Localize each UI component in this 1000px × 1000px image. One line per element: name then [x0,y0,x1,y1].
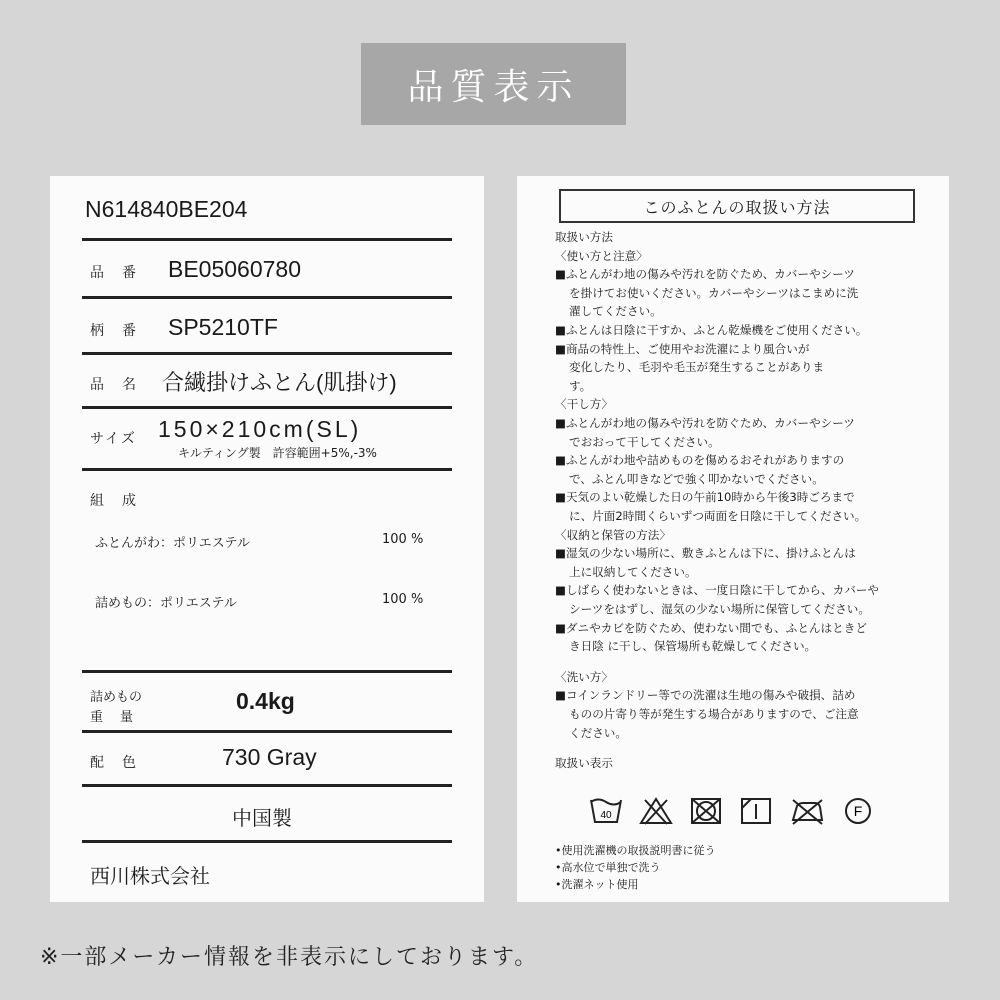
weight-label-line2: 重 量 [90,710,136,725]
composition-label: 組 成 [90,493,138,509]
page-title: 品質表示 [407,66,580,108]
product-name-label: 品 名 [90,377,138,393]
footnote: ※一部メーカー情報を非表示にしております。 [40,945,539,970]
country-of-origin: 中国製 [232,808,292,830]
care-notes [555,842,716,893]
size-value: 150×210cm(SL) [158,416,362,442]
divider [82,296,452,299]
care-line: 〈収納と保管の方法〉 [555,527,671,542]
care-line: シーツをはずし、湿気の少ない場所に保管してください。 [569,602,870,616]
wash-40-icon [589,796,623,826]
care-line: ください。 [569,725,627,740]
care-line: ■湿気の少ない場所に、敷きふとんは下に、掛けふとんは [555,546,856,561]
no-tumble-dry-icon [689,796,723,826]
care-line: で、ふとん叩きなどで強く叩かないでください。 [569,471,824,486]
pattern-number-label: 柄 番 [90,323,138,339]
care-line: 〈洗い方〉 [555,669,613,684]
size-note: キルティング製 許容範囲+5%,-3% [178,446,377,460]
shade-drip-dry-icon [739,796,773,826]
care-line: き日陰 に干し、保管場所も乾燥してください。 [569,639,817,654]
product-code: N614840BE204 [85,196,248,222]
divider [82,784,452,787]
care-line: ■ふとんは日陰に干すか、ふとん乾燥機をご使用ください。 [555,323,868,337]
quality-label-card [50,176,484,902]
weight-label-line1: 詰めもの [90,690,143,705]
no-bleach-icon [639,796,673,826]
divider [82,238,452,241]
care-line: 上に収納してください。 [569,564,697,579]
care-line: ■商品の特性上、ご使用やお洗濯により風合いが [555,341,810,356]
care-line: ■ふとんがわ地の傷みや汚れを防ぐため、カバーやシーツ [555,267,855,282]
page-title-badge [361,43,626,125]
item-number-label: 品 番 [90,265,138,281]
care-line: ■しばらく使わないときは、一度日陰に干してから、カバーや [555,583,879,598]
care-line: ■ダニやカビを防ぐため、使わない間でも、ふとんはときど [555,620,867,635]
dryclean-letter: F [853,803,863,819]
composition-shell-pct: 100 % [382,532,424,547]
divider [82,670,452,673]
care-line: を掛けてお使いください。カバーやシーツはこまめに洗 [569,285,859,300]
care-line: 〈干し方〉 [555,397,613,412]
care-note: •洗濯ネット使用 [555,878,639,891]
size-label: サイズ [90,431,137,447]
care-note: •使用洗濯機の取扱説明書に従う [555,844,716,857]
divider [82,730,452,733]
no-iron-icon [789,796,825,826]
care-instructions-card [517,176,949,902]
color-label: 配 色 [90,755,138,771]
composition-shell: ふとんがわ：ポリエステル [95,536,250,551]
divider [82,840,452,843]
composition-filling-pct: 100 % [382,592,424,607]
care-title [559,189,915,223]
divider [82,352,452,355]
care-title-text: このふとんの取扱い方法 [643,197,831,217]
care-line: でおおって干してください。 [569,434,720,449]
care-note: •高水位で単独で洗う [555,861,661,874]
divider [82,468,452,471]
composition-filling: 詰めもの：ポリエステル [95,596,237,611]
care-symbols [589,796,875,826]
pattern-number-value: SP5210TF [168,314,278,340]
care-line: ■コインランドリー等での洗濯は生地の傷みや破損、詰め [555,688,856,703]
care-line: ものの片寄り等が発生する場合がありますので、ご注意 [569,707,859,721]
wash-temp: 40 [600,810,612,821]
dry-clean-f-icon [841,796,875,826]
care-line: 変化したり、毛羽や毛玉が発生することがありま [569,360,825,375]
maker-name: 西川株式会社 [90,866,210,888]
care-line: す。 [569,378,592,393]
divider [82,406,452,409]
care-line: 濯してください。 [569,304,662,319]
care-line: ■天気のよい乾燥した日の午前10時から午後3時ごろまで [555,490,855,505]
color-value: 730 Gray [222,744,317,770]
item-number-value: BE05060780 [168,256,302,282]
care-line: 取扱い方法 [555,230,613,244]
care-line: ■ふとんがわ地や詰めものを傷めるおそれがありますの [555,453,845,468]
care-line: に、片面2時間くらいずつ両面を日陰に干してください。 [569,509,867,523]
weight-value: 0.4kg [236,688,295,714]
care-line: 取扱い表示 [555,756,613,771]
product-name-value: 合繊掛けふとん(肌掛け) [162,370,397,395]
care-line: ■ふとんがわ地の傷みや汚れを防ぐため、カバーやシーツ [555,416,855,430]
care-line: 〈使い方と注意〉 [555,248,648,263]
